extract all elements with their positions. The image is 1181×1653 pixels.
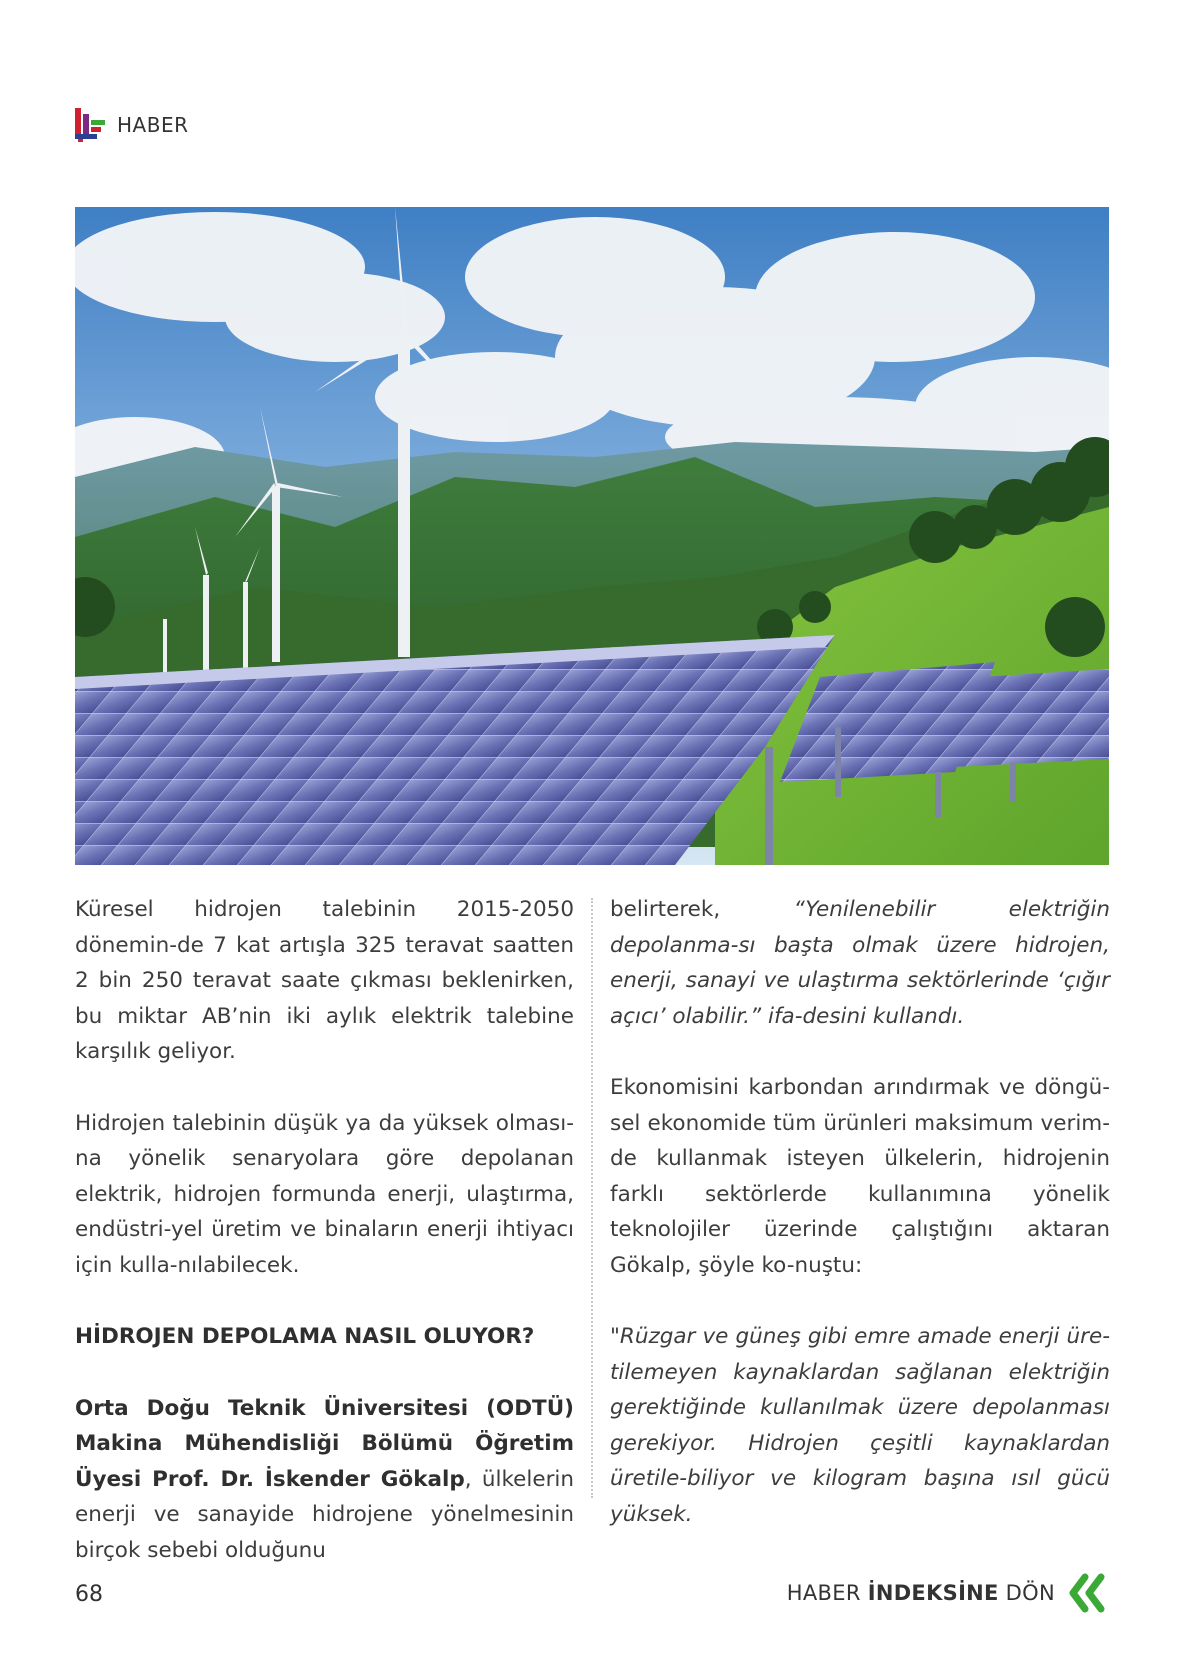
- section-label: HABER: [117, 113, 189, 137]
- back-to-index-label: HABER İNDEKSİNE DÖN: [786, 1581, 1055, 1605]
- paragraph-5: Ekonomisini karbondan arındırmak ve döngü-sel ekonomide tüm ürünleri maksimum verim-de kullanmak isteyen ülkelerin, hidrojenin farklı sektörlerde kullanımına yönelik teknolojiler üzerinde çalıştığını aktaran Gökalp, şöyle ko-nuştu:: [610, 1075, 1110, 1278]
- paragraph-3-text: , ülkelerin enerji ve sanayide hidrojene yönelmesinin birçok sebebi olduğunu: [75, 1466, 575, 1563]
- column-divider: [591, 898, 593, 1498]
- section-heading: HİDROJEN DEPOLAMA NASIL OLUYOR?: [75, 1324, 535, 1349]
- article-column-right: [610, 892, 1110, 1532]
- paragraph-4-lead: belirterek,: [610, 897, 794, 922]
- double-chevron-left-icon[interactable]: [1067, 1573, 1109, 1613]
- paragraph-4: [610, 892, 1110, 1034]
- back-to-index-link[interactable]: [787, 1573, 1109, 1613]
- paragraph-1: Küresel hidrojen talebinin 2015-2050 dönemin-de 7 kat artışla 325 teravat saatten 2 bin 250 teravat saate çıkması beklenirken, bu miktar AB’nin iki aylık elektrik talebine karşılık geliyor.: [75, 897, 574, 1064]
- wind-solar-landscape-image: [75, 207, 1109, 865]
- article-column-left: [75, 892, 574, 1568]
- quote-1: “Yenilenebilir elektriğin depolanma-sı başta olmak üzere hidrojen, enerji, sanayi ve ulaştırma sektörlerinde ‘çığır açıcı’ olabilir.” ifa-desini kullandı.: [610, 897, 1110, 1029]
- magazine-logo-icon: [75, 108, 105, 142]
- hero-image: [75, 207, 1109, 865]
- author-name: Orta Doğu Teknik Üniversitesi (ODTÜ) Makina Mühendisliği Bölümü Öğretim Üyesi Prof. Dr. İskender Gökalp: [75, 1395, 574, 1492]
- section-header: [75, 108, 188, 142]
- page-number: 68: [75, 1582, 103, 1607]
- quote-2: "Rüzgar ve güneş gibi emre amade enerji üre-tilemeyen kaynaklardan sağlanan elektriğin gerektiğinde kullanılmak üzere depolanması gerekiyor. Hidrojen çeşitli kaynaklardan üretile-biliyor ve kilogram başına ısıl gücü yüksek.: [610, 1324, 1110, 1527]
- paragraph-2: Hidrojen talebinin düşük ya da yüksek olması-na yönelik senaryolara göre depolanan elektrik, hidrojen formunda enerji, ulaştırma, endüstri-yel üretim ve binaların enerji ihtiyacı için kulla-nılabilecek.: [75, 1110, 574, 1278]
- paragraph-3: [75, 1391, 574, 1569]
